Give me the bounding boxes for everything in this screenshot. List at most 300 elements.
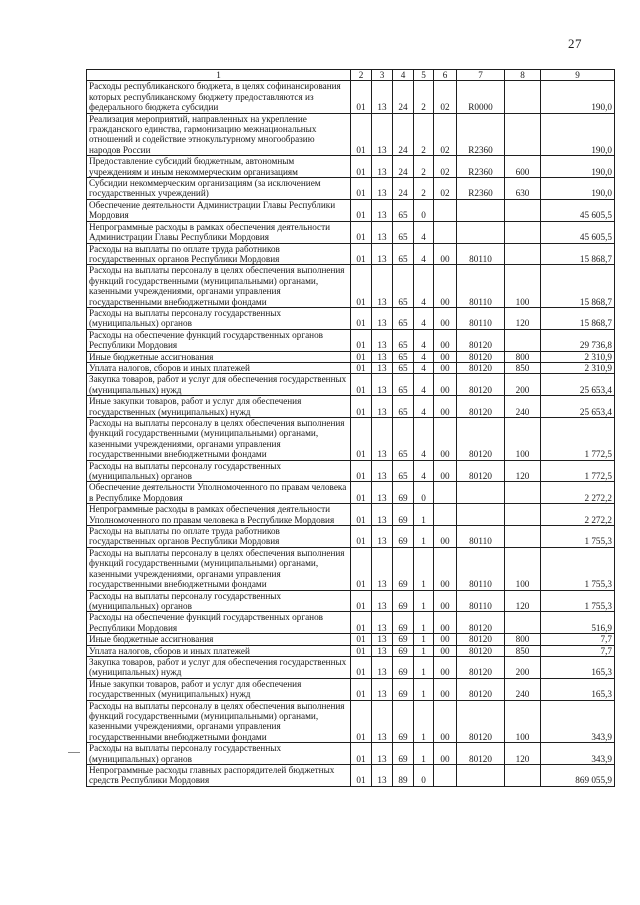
expense-type-cell: 100 <box>505 700 541 743</box>
direction-code-cell: 80110 <box>457 243 505 265</box>
amount-cell: 25 653,4 <box>541 396 615 418</box>
event-code-cell: 00 <box>434 351 457 362</box>
program-code-cell: 24 <box>393 156 414 178</box>
table-row <box>87 113 615 156</box>
row-name-cell: Расходы на выплаты персоналу государственных (муниципальных) органов <box>87 590 351 612</box>
subprogram-code-cell: 4 <box>414 351 434 362</box>
event-code-cell: 00 <box>434 590 457 612</box>
direction-code-cell: 80120 <box>457 634 505 645</box>
budget-table <box>86 69 615 787</box>
subsection-code-cell: 13 <box>372 678 393 700</box>
amount-cell: 2 310,9 <box>541 351 615 362</box>
table-row <box>87 199 615 221</box>
row-name-cell: Расходы на выплаты персоналу государственных (муниципальных) органов <box>87 743 351 765</box>
expense-type-cell: 800 <box>505 351 541 362</box>
direction-code-cell: 80120 <box>457 460 505 482</box>
program-code-cell: 69 <box>393 547 414 590</box>
subsection-code-cell: 13 <box>372 743 393 765</box>
table-row <box>87 243 615 265</box>
subprogram-code-cell: 1 <box>414 645 434 656</box>
subsection-code-cell: 13 <box>372 526 393 548</box>
subprogram-code-cell: 4 <box>414 374 434 396</box>
amount-cell: 25 653,4 <box>541 374 615 396</box>
section-code-cell: 01 <box>351 396 372 418</box>
expense-type-cell: 800 <box>505 634 541 645</box>
section-code-cell: 01 <box>351 656 372 678</box>
expense-type-cell: 120 <box>505 743 541 765</box>
expense-type-cell: 850 <box>505 362 541 373</box>
expense-type-cell <box>505 221 541 243</box>
table-row <box>87 634 615 645</box>
amount-cell: 2 272,2 <box>541 504 615 526</box>
subprogram-code-cell: 1 <box>414 634 434 645</box>
subsection-code-cell: 13 <box>372 612 393 634</box>
table-row <box>87 526 615 548</box>
direction-code-cell <box>457 199 505 221</box>
amount-cell: 869 055,9 <box>541 765 615 787</box>
program-code-cell: 69 <box>393 590 414 612</box>
subsection-code-cell: 13 <box>372 307 393 329</box>
subsection-code-cell: 13 <box>372 221 393 243</box>
subsection-code-cell: 13 <box>372 482 393 504</box>
subsection-code-cell: 13 <box>372 265 393 308</box>
section-code-cell: 01 <box>351 178 372 200</box>
direction-code-cell: 80120 <box>457 645 505 656</box>
program-code-cell: 65 <box>393 418 414 461</box>
expense-type-cell: 240 <box>505 678 541 700</box>
row-name-cell: Иные закупки товаров, работ и услуг для обеспечения государственных (муниципальных) нужд <box>87 678 351 700</box>
row-name-cell: Расходы на обеспечение функций государственных органов Республики Мордовия <box>87 329 351 351</box>
event-code-cell: 00 <box>434 634 457 645</box>
program-code-cell: 69 <box>393 634 414 645</box>
expense-type-cell: 850 <box>505 645 541 656</box>
program-code-cell: 65 <box>393 265 414 308</box>
row-name-cell: Закупка товаров, работ и услуг для обеспечения государственных (муниципальных) нужд <box>87 374 351 396</box>
subsection-code-cell: 13 <box>372 243 393 265</box>
subprogram-code-cell: 0 <box>414 765 434 787</box>
amount-cell: 15 868,7 <box>541 243 615 265</box>
subprogram-code-cell: 4 <box>414 329 434 351</box>
amount-cell: 2 310,9 <box>541 362 615 373</box>
subsection-code-cell: 13 <box>372 700 393 743</box>
section-code-cell: 01 <box>351 351 372 362</box>
direction-code-cell: 80110 <box>457 307 505 329</box>
expense-type-cell: 600 <box>505 156 541 178</box>
expense-type-cell <box>505 113 541 156</box>
direction-code-cell <box>457 221 505 243</box>
column-header: 2 <box>351 70 372 81</box>
direction-code-cell: 80120 <box>457 418 505 461</box>
subprogram-code-cell: 4 <box>414 396 434 418</box>
table-row <box>87 418 615 461</box>
amount-cell: 190,0 <box>541 81 615 113</box>
subprogram-code-cell: 2 <box>414 178 434 200</box>
table-row <box>87 504 615 526</box>
direction-code-cell: 80120 <box>457 678 505 700</box>
program-code-cell: 24 <box>393 81 414 113</box>
amount-cell: 165,3 <box>541 656 615 678</box>
row-name-cell: Субсидии некоммерческим организациям (за исключением государственных учреждений) <box>87 178 351 200</box>
subprogram-code-cell: 1 <box>414 656 434 678</box>
section-code-cell: 01 <box>351 362 372 373</box>
subsection-code-cell: 13 <box>372 351 393 362</box>
subsection-code-cell: 13 <box>372 656 393 678</box>
table-row <box>87 678 615 700</box>
subsection-code-cell: 13 <box>372 460 393 482</box>
direction-code-cell: 80120 <box>457 374 505 396</box>
event-code-cell: 00 <box>434 526 457 548</box>
amount-cell: 1 772,5 <box>541 418 615 461</box>
section-code-cell: 01 <box>351 113 372 156</box>
event-code-cell: 00 <box>434 418 457 461</box>
table-row <box>87 645 615 656</box>
row-name-cell: Предоставление субсидий бюджетным, автономным учреждениям и иным некоммерческим организациям <box>87 156 351 178</box>
amount-cell: 190,0 <box>541 178 615 200</box>
section-code-cell: 01 <box>351 374 372 396</box>
table-row <box>87 351 615 362</box>
event-code-cell: 00 <box>434 329 457 351</box>
table-row <box>87 374 615 396</box>
table-row <box>87 362 615 373</box>
program-code-cell: 65 <box>393 362 414 373</box>
subsection-code-cell: 13 <box>372 374 393 396</box>
table-row <box>87 612 615 634</box>
program-code-cell: 69 <box>393 645 414 656</box>
program-code-cell: 69 <box>393 526 414 548</box>
row-name-cell: Расходы на выплаты персоналу в целях обеспечения выполнения функций государственными (муниципальными) органами, казенными учреждениями, органами управления государственными внебюджетными фондами <box>87 547 351 590</box>
direction-code-cell: R2360 <box>457 178 505 200</box>
event-code-cell: 00 <box>434 645 457 656</box>
program-code-cell: 89 <box>393 765 414 787</box>
subsection-code-cell: 13 <box>372 199 393 221</box>
subsection-code-cell: 13 <box>372 645 393 656</box>
row-name-cell: Расходы на обеспечение функций государственных органов Республики Мордовия <box>87 612 351 634</box>
subsection-code-cell: 13 <box>372 418 393 461</box>
program-code-cell: 65 <box>393 221 414 243</box>
program-code-cell: 69 <box>393 700 414 743</box>
expense-type-cell <box>505 81 541 113</box>
program-code-cell: 65 <box>393 307 414 329</box>
subsection-code-cell: 13 <box>372 396 393 418</box>
expense-type-cell: 240 <box>505 396 541 418</box>
event-code-cell <box>434 765 457 787</box>
section-code-cell: 01 <box>351 460 372 482</box>
table-row <box>87 700 615 743</box>
program-code-cell: 69 <box>393 504 414 526</box>
section-code-cell: 01 <box>351 221 372 243</box>
event-code-cell: 00 <box>434 743 457 765</box>
row-name-cell: Уплата налогов, сборов и иных платежей <box>87 362 351 373</box>
event-code-cell: 00 <box>434 307 457 329</box>
subprogram-code-cell: 1 <box>414 504 434 526</box>
table-row <box>87 307 615 329</box>
subsection-code-cell: 13 <box>372 362 393 373</box>
row-name-cell: Иные бюджетные ассигнования <box>87 634 351 645</box>
subprogram-code-cell: 4 <box>414 418 434 461</box>
table-body <box>87 81 615 786</box>
subsection-code-cell: 13 <box>372 329 393 351</box>
subprogram-code-cell: 1 <box>414 700 434 743</box>
table-row <box>87 547 615 590</box>
section-code-cell: 01 <box>351 307 372 329</box>
subprogram-code-cell: 2 <box>414 81 434 113</box>
expense-type-cell: 120 <box>505 460 541 482</box>
subprogram-code-cell: 0 <box>414 199 434 221</box>
amount-cell: 1 772,5 <box>541 460 615 482</box>
column-header: 9 <box>541 70 615 81</box>
section-code-cell: 01 <box>351 199 372 221</box>
expense-type-cell <box>505 612 541 634</box>
subprogram-code-cell: 1 <box>414 547 434 590</box>
event-code-cell: 00 <box>434 547 457 590</box>
section-code-cell: 01 <box>351 243 372 265</box>
row-name-cell: Непрограммные расходы в рамках обеспечения деятельности Администрации Главы Республики Мордовия <box>87 221 351 243</box>
expense-type-cell: 100 <box>505 547 541 590</box>
expense-type-cell <box>505 482 541 504</box>
program-code-cell: 65 <box>393 396 414 418</box>
event-code-cell <box>434 504 457 526</box>
row-name-cell: Иные бюджетные ассигнования <box>87 351 351 362</box>
column-header: 8 <box>505 70 541 81</box>
row-name-cell: Обеспечение деятельности Администрации Главы Республики Мордовия <box>87 199 351 221</box>
row-name-cell: Уплата налогов, сборов и иных платежей <box>87 645 351 656</box>
row-name-cell: Расходы на выплаты по оплате труда работников государственных органов Республики Мордовия <box>87 526 351 548</box>
direction-code-cell <box>457 765 505 787</box>
event-code-cell: 02 <box>434 156 457 178</box>
event-code-cell: 00 <box>434 656 457 678</box>
subprogram-code-cell: 4 <box>414 307 434 329</box>
subsection-code-cell: 13 <box>372 765 393 787</box>
section-code-cell: 01 <box>351 504 372 526</box>
table-row <box>87 590 615 612</box>
direction-code-cell <box>457 504 505 526</box>
amount-cell: 165,3 <box>541 678 615 700</box>
direction-code-cell: 80110 <box>457 265 505 308</box>
expense-type-cell: 200 <box>505 374 541 396</box>
direction-code-cell: R2360 <box>457 113 505 156</box>
amount-cell: 2 272,2 <box>541 482 615 504</box>
column-header: 4 <box>393 70 414 81</box>
subprogram-code-cell: 1 <box>414 678 434 700</box>
section-code-cell: 01 <box>351 645 372 656</box>
table-row <box>87 221 615 243</box>
expense-type-cell: 120 <box>505 307 541 329</box>
event-code-cell <box>434 199 457 221</box>
section-code-cell: 01 <box>351 265 372 308</box>
program-code-cell: 65 <box>393 374 414 396</box>
program-code-cell: 69 <box>393 612 414 634</box>
event-code-cell: 00 <box>434 362 457 373</box>
direction-code-cell: 80120 <box>457 743 505 765</box>
subsection-code-cell: 13 <box>372 547 393 590</box>
expense-type-cell <box>505 765 541 787</box>
table-row <box>87 178 615 200</box>
expense-type-cell: 630 <box>505 178 541 200</box>
subsection-code-cell: 13 <box>372 590 393 612</box>
direction-code-cell: 80120 <box>457 656 505 678</box>
program-code-cell: 24 <box>393 113 414 156</box>
event-code-cell: 00 <box>434 460 457 482</box>
expense-type-cell <box>505 199 541 221</box>
page-number: 27 <box>568 36 582 51</box>
event-code-cell <box>434 221 457 243</box>
amount-cell: 15 868,7 <box>541 265 615 308</box>
expense-type-cell: 200 <box>505 656 541 678</box>
amount-cell: 7,7 <box>541 634 615 645</box>
direction-code-cell: 80120 <box>457 362 505 373</box>
direction-code-cell: 80110 <box>457 547 505 590</box>
direction-code-cell: R0000 <box>457 81 505 113</box>
row-name-cell: Расходы на выплаты персоналу в целях обеспечения выполнения функций государственными (муниципальными) органами, казенными учреждениями, органами управления государственными внебюджетными фондами <box>87 265 351 308</box>
subsection-code-cell: 13 <box>372 634 393 645</box>
event-code-cell: 00 <box>434 396 457 418</box>
section-code-cell: 01 <box>351 590 372 612</box>
section-code-cell: 01 <box>351 765 372 787</box>
column-header: 3 <box>372 70 393 81</box>
subprogram-code-cell: 4 <box>414 362 434 373</box>
table-row <box>87 329 615 351</box>
amount-cell: 7,7 <box>541 645 615 656</box>
section-code-cell: 01 <box>351 156 372 178</box>
section-code-cell: 01 <box>351 634 372 645</box>
event-code-cell: 00 <box>434 612 457 634</box>
direction-code-cell: 80110 <box>457 590 505 612</box>
row-name-cell: Непрограммные расходы главных распорядителей бюджетных средств Республики Мордовия <box>87 765 351 787</box>
amount-cell: 45 605,5 <box>541 221 615 243</box>
expense-type-cell: 100 <box>505 265 541 308</box>
subprogram-code-cell: 2 <box>414 113 434 156</box>
amount-cell: 1 755,3 <box>541 590 615 612</box>
subsection-code-cell: 13 <box>372 178 393 200</box>
row-name-cell: Обеспечение деятельности Уполномоченного по правам человека в Республике Мордовия <box>87 482 351 504</box>
subprogram-code-cell: 4 <box>414 243 434 265</box>
row-name-cell: Реализация мероприятий, направленных на укрепление гражданского единства, гармонизацию межнациональных отношений и содействие этнокультурному многообразию народов России <box>87 113 351 156</box>
program-code-cell: 24 <box>393 178 414 200</box>
expense-type-cell: 120 <box>505 590 541 612</box>
row-name-cell: Расходы на выплаты персоналу в целях обеспечения выполнения функций государственными (муниципальными) органами, казенными учреждениями, органами управления государственными внебюджетными фондами <box>87 418 351 461</box>
subsection-code-cell: 13 <box>372 504 393 526</box>
amount-cell: 45 605,5 <box>541 199 615 221</box>
subprogram-code-cell: 1 <box>414 612 434 634</box>
section-code-cell: 01 <box>351 547 372 590</box>
section-code-cell: 01 <box>351 329 372 351</box>
amount-cell: 343,9 <box>541 700 615 743</box>
direction-code-cell: 80120 <box>457 700 505 743</box>
expense-type-cell: 100 <box>505 418 541 461</box>
row-name-cell: Расходы на выплаты персоналу государственных (муниципальных) органов <box>87 460 351 482</box>
section-code-cell: 01 <box>351 526 372 548</box>
program-code-cell: 65 <box>393 351 414 362</box>
amount-cell: 1 755,3 <box>541 547 615 590</box>
program-code-cell: 69 <box>393 678 414 700</box>
subsection-code-cell: 13 <box>372 113 393 156</box>
row-name-cell: Закупка товаров, работ и услуг для обеспечения государственных (муниципальных) нужд <box>87 656 351 678</box>
subsection-code-cell: 13 <box>372 156 393 178</box>
subprogram-code-cell: 4 <box>414 265 434 308</box>
amount-cell: 29 736,8 <box>541 329 615 351</box>
table-row <box>87 765 615 787</box>
subprogram-code-cell: 1 <box>414 590 434 612</box>
amount-cell: 15 868,7 <box>541 307 615 329</box>
direction-code-cell: 80110 <box>457 526 505 548</box>
row-name-cell: Расходы республиканского бюджета, в целях софинансирования которых республиканскому бюджету предоставляются из федерального бюджета субсидии <box>87 81 351 113</box>
expense-type-cell <box>505 504 541 526</box>
direction-code-cell: 80120 <box>457 612 505 634</box>
event-code-cell: 00 <box>434 678 457 700</box>
program-code-cell: 69 <box>393 482 414 504</box>
expense-type-cell <box>505 243 541 265</box>
column-header: 5 <box>414 70 434 81</box>
event-code-cell <box>434 482 457 504</box>
section-code-cell: 01 <box>351 482 372 504</box>
table-row <box>87 743 615 765</box>
program-code-cell: 65 <box>393 329 414 351</box>
direction-code-cell: R2360 <box>457 156 505 178</box>
amount-cell: 190,0 <box>541 156 615 178</box>
table-row <box>87 482 615 504</box>
subprogram-code-cell: 4 <box>414 460 434 482</box>
program-code-cell: 65 <box>393 199 414 221</box>
section-code-cell: 01 <box>351 678 372 700</box>
event-code-cell: 02 <box>434 178 457 200</box>
direction-code-cell: 80120 <box>457 329 505 351</box>
row-name-cell: Расходы на выплаты персоналу государственных (муниципальных) органов <box>87 307 351 329</box>
scan-artifact <box>68 752 80 753</box>
event-code-cell: 00 <box>434 374 457 396</box>
section-code-cell: 01 <box>351 81 372 113</box>
row-name-cell: Иные закупки товаров, работ и услуг для обеспечения государственных (муниципальных) нужд <box>87 396 351 418</box>
event-code-cell: 02 <box>434 81 457 113</box>
subprogram-code-cell: 0 <box>414 482 434 504</box>
table-row <box>87 156 615 178</box>
subprogram-code-cell: 1 <box>414 526 434 548</box>
column-header: 7 <box>457 70 505 81</box>
section-code-cell: 01 <box>351 743 372 765</box>
event-code-cell: 00 <box>434 265 457 308</box>
expense-type-cell <box>505 329 541 351</box>
section-code-cell: 01 <box>351 612 372 634</box>
event-code-cell: 02 <box>434 113 457 156</box>
amount-cell: 190,0 <box>541 113 615 156</box>
subprogram-code-cell: 1 <box>414 743 434 765</box>
row-name-cell: Расходы на выплаты персоналу в целях обеспечения выполнения функций государственными (муниципальными) органами, казенными учреждениями, органами управления государственными внебюджетными фондами <box>87 700 351 743</box>
row-name-cell: Непрограммные расходы в рамках обеспечения деятельности Уполномоченного по правам человека в Республике Мордовия <box>87 504 351 526</box>
column-header: 1 <box>87 70 351 81</box>
table-header <box>87 70 615 81</box>
expense-type-cell <box>505 526 541 548</box>
table-row <box>87 460 615 482</box>
table-row <box>87 265 615 308</box>
event-code-cell: 00 <box>434 700 457 743</box>
section-code-cell: 01 <box>351 700 372 743</box>
direction-code-cell: 80120 <box>457 351 505 362</box>
amount-cell: 516,9 <box>541 612 615 634</box>
program-code-cell: 69 <box>393 743 414 765</box>
program-code-cell: 65 <box>393 460 414 482</box>
subprogram-code-cell: 2 <box>414 156 434 178</box>
program-code-cell: 65 <box>393 243 414 265</box>
direction-code-cell: 80120 <box>457 396 505 418</box>
row-name-cell: Расходы на выплаты по оплате труда работников государственных органов Республики Мордовия <box>87 243 351 265</box>
amount-cell: 1 755,3 <box>541 526 615 548</box>
column-header: 6 <box>434 70 457 81</box>
subsection-code-cell: 13 <box>372 81 393 113</box>
subprogram-code-cell: 4 <box>414 221 434 243</box>
section-code-cell: 01 <box>351 418 372 461</box>
program-code-cell: 69 <box>393 656 414 678</box>
direction-code-cell <box>457 482 505 504</box>
amount-cell: 343,9 <box>541 743 615 765</box>
